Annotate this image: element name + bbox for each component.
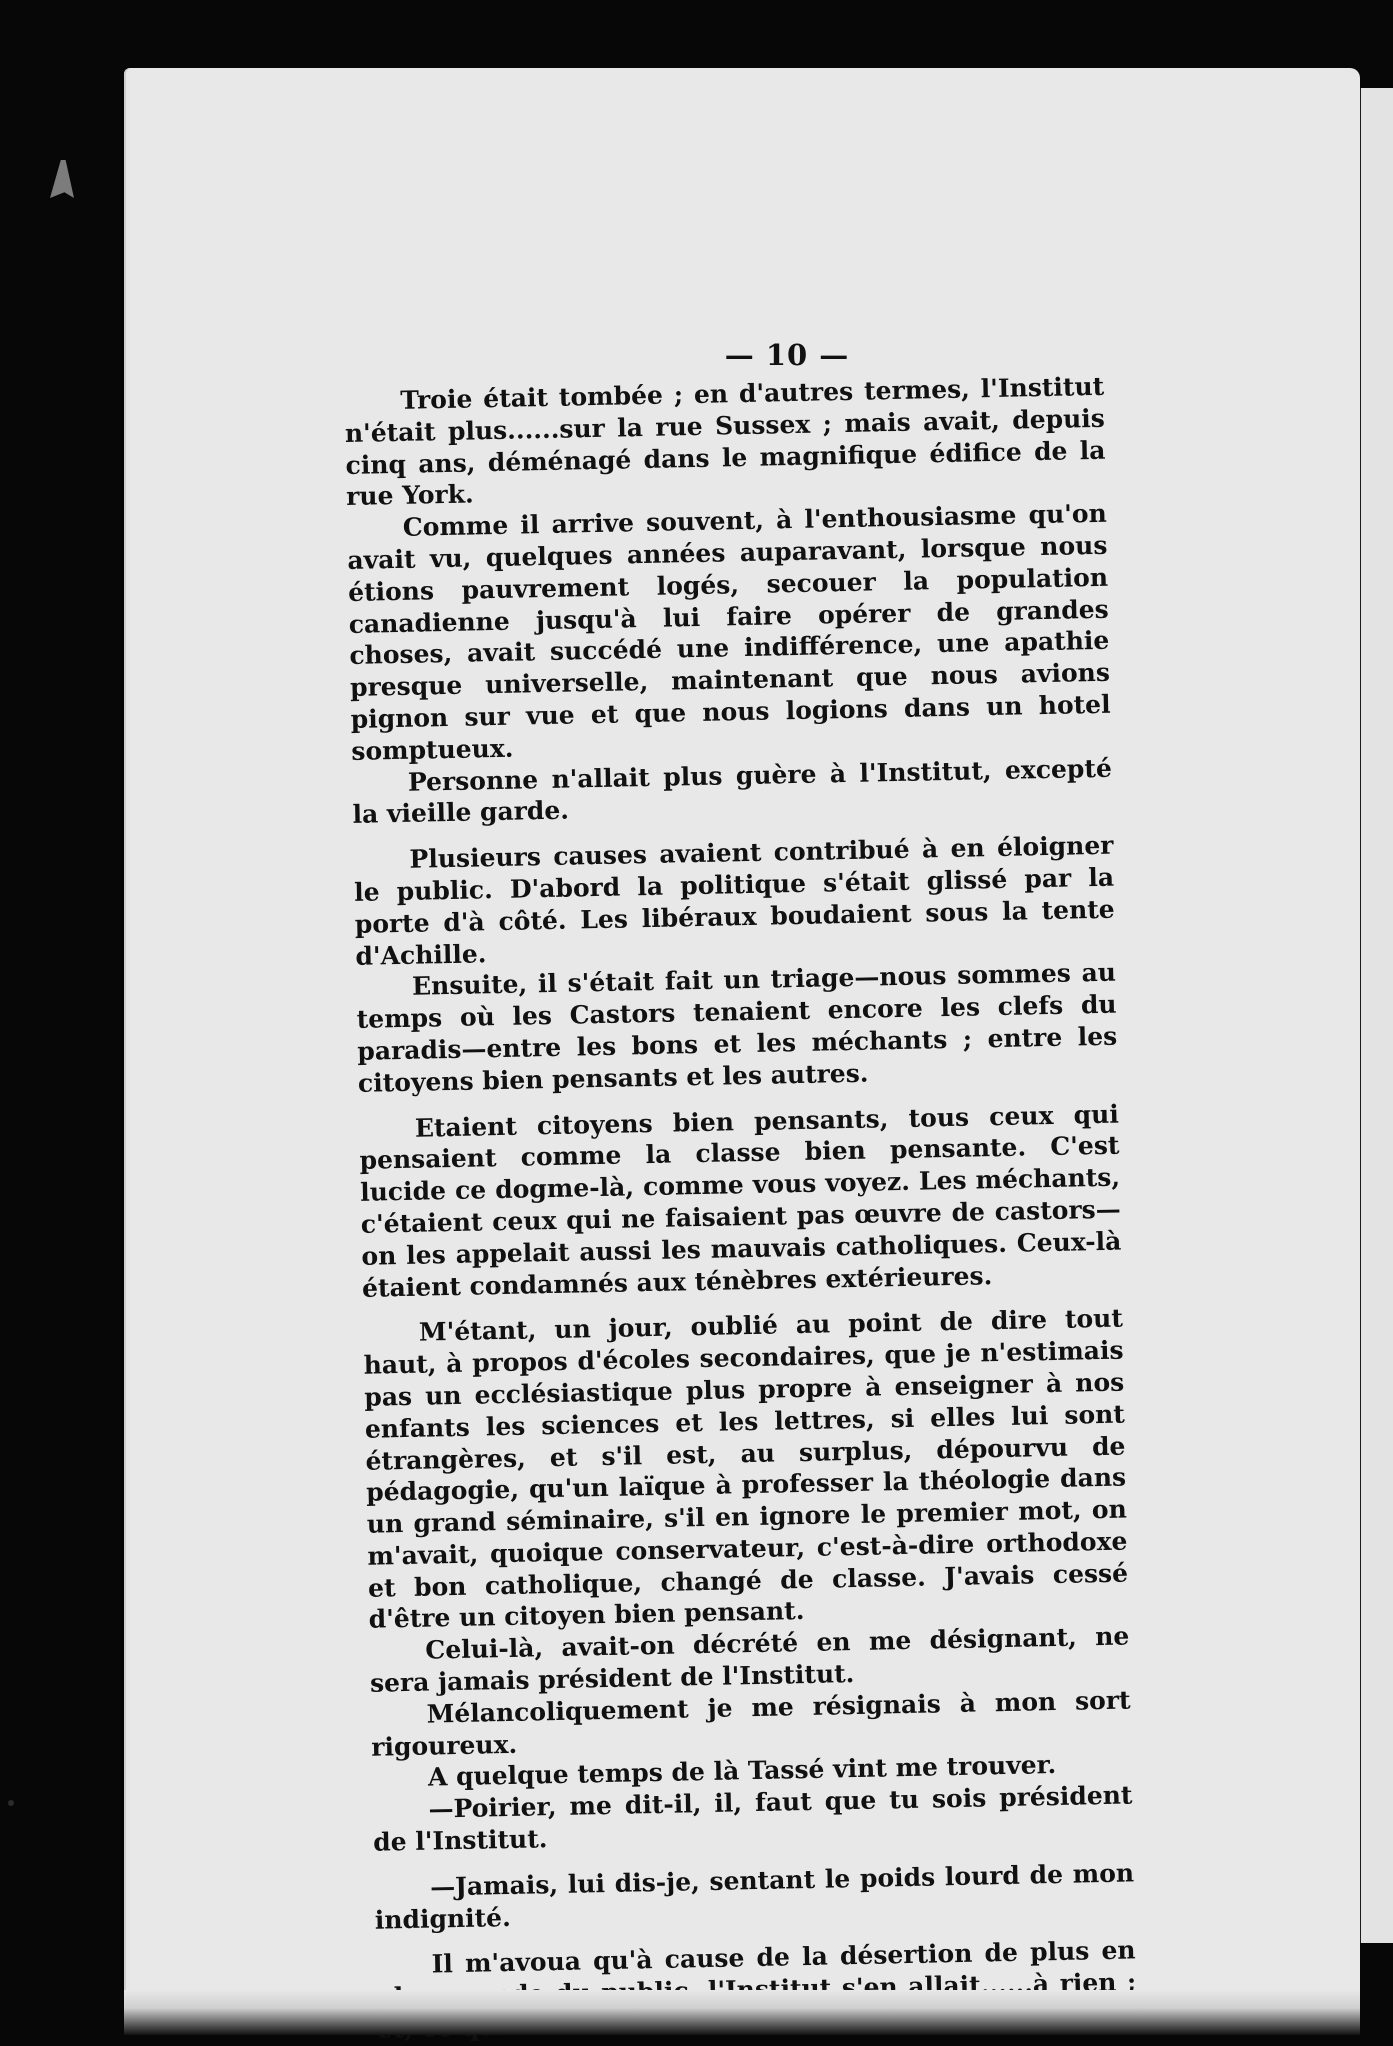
paragraph-7: M'étant, un jour, oublié au point de dire tout haut, à propos d'écoles secondaires, que je n'estimais pas un ecclésiastique plus propre à enseigner à nos enfants les sciences et les lettres, si elles lui sont étrangères, et s'il est, au surplus, dépourvu de pédagogie, qu'un laïque à professer la théologie dans un grand séminaire, s'il en ignore le premier mot, on m'avait, quoique conservateur, c'est-à-dire orthodoxe et bon catholique, changé de classe. J'avais cessé d'être un citoyen bien pensant. — [363, 1303, 1129, 1635]
paragraph-4: Plusieurs causes avaient contribué à en éloigner le public. D'abord la politique s'était glissé par la porte d'à côté. Les libéraux boudaient sous la tente d'Achille. — [353, 830, 1115, 971]
page-bottom-shadow — [124, 1990, 1360, 2035]
paragraph-13: Il m'avoua qu'à cause de la désertion de plus en s'en allait......à rien ; — [431, 1935, 1137, 2003]
paragraph-11: —Poirier, me dit-il, il, faut que tu sois président de l'Institut. — [372, 1780, 1133, 1857]
page-number: — 10 — — [724, 338, 850, 372]
paragraph-5: Ensuite, il s'était fait un triage—nous sommes au temps où les Castors tenaient encore les clefs du paradis—entre les bons et les méchants ; entre les citoyens bien pensants et les autres. — [356, 957, 1118, 1098]
paragraph-8: Celui-là, avait-on décrété en me désignant, ne sera jamais président de l'Institut. — [369, 1621, 1130, 1698]
page-text — [344, 371, 1137, 2046]
scan-speck — [8, 1800, 14, 1806]
book-page — [124, 68, 1360, 2005]
paragraph-1: Troie était tombée ; en d'autres termes, l'Institut n'était plus......sur la rue Sussex ; mais avait, depuis cinq ans, déménagé dans le magnifique édifice de la rue York. — [344, 371, 1106, 512]
paragraph-10: A quelque temps de là Tassé vint me trouver. — [427, 1750, 1057, 1793]
paragraph-9: Mélancoliquement je me résignais à mon sort rigoureux. — [371, 1685, 1131, 1762]
scan-edge-mark — [50, 160, 74, 198]
paragraph-12: —Jamais, lui dis-je, sentant le poids lourd de mon indignité. — [374, 1858, 1135, 1935]
paragraph-2: Comme il arrive souvent, à l'enthousiasme qu'on avait vu, quelques années auparavant, lorsque nous étions pauvrement logés, secouer la population canadienne jusqu'à lui faire opérer de grandes choses, avait succédé une indifférence, une apathie presque universelle, maintenant que nous avions pignon sur vue et que nous logions dans un hotel somptueux. — [347, 498, 1111, 766]
adjacent-page-edge — [1358, 88, 1393, 1943]
paragraph-6: Etaient citoyens bien pensants, tous ceux qui pensaient comme la classe bien pensante. C'est lucide ce dogme-là, comme vous voyez. Les méchants, c'étaient ceux qui ne faisaient pas œuvre de castors—on les appelait aussi les mauvais catholiques. Ceux-là étaient condamnés aux ténèbres extérieures. — [359, 1099, 1122, 1303]
paragraph-3: Personne n'allait plus guère à l'Institut, excepté la vieille garde. — [352, 753, 1113, 830]
